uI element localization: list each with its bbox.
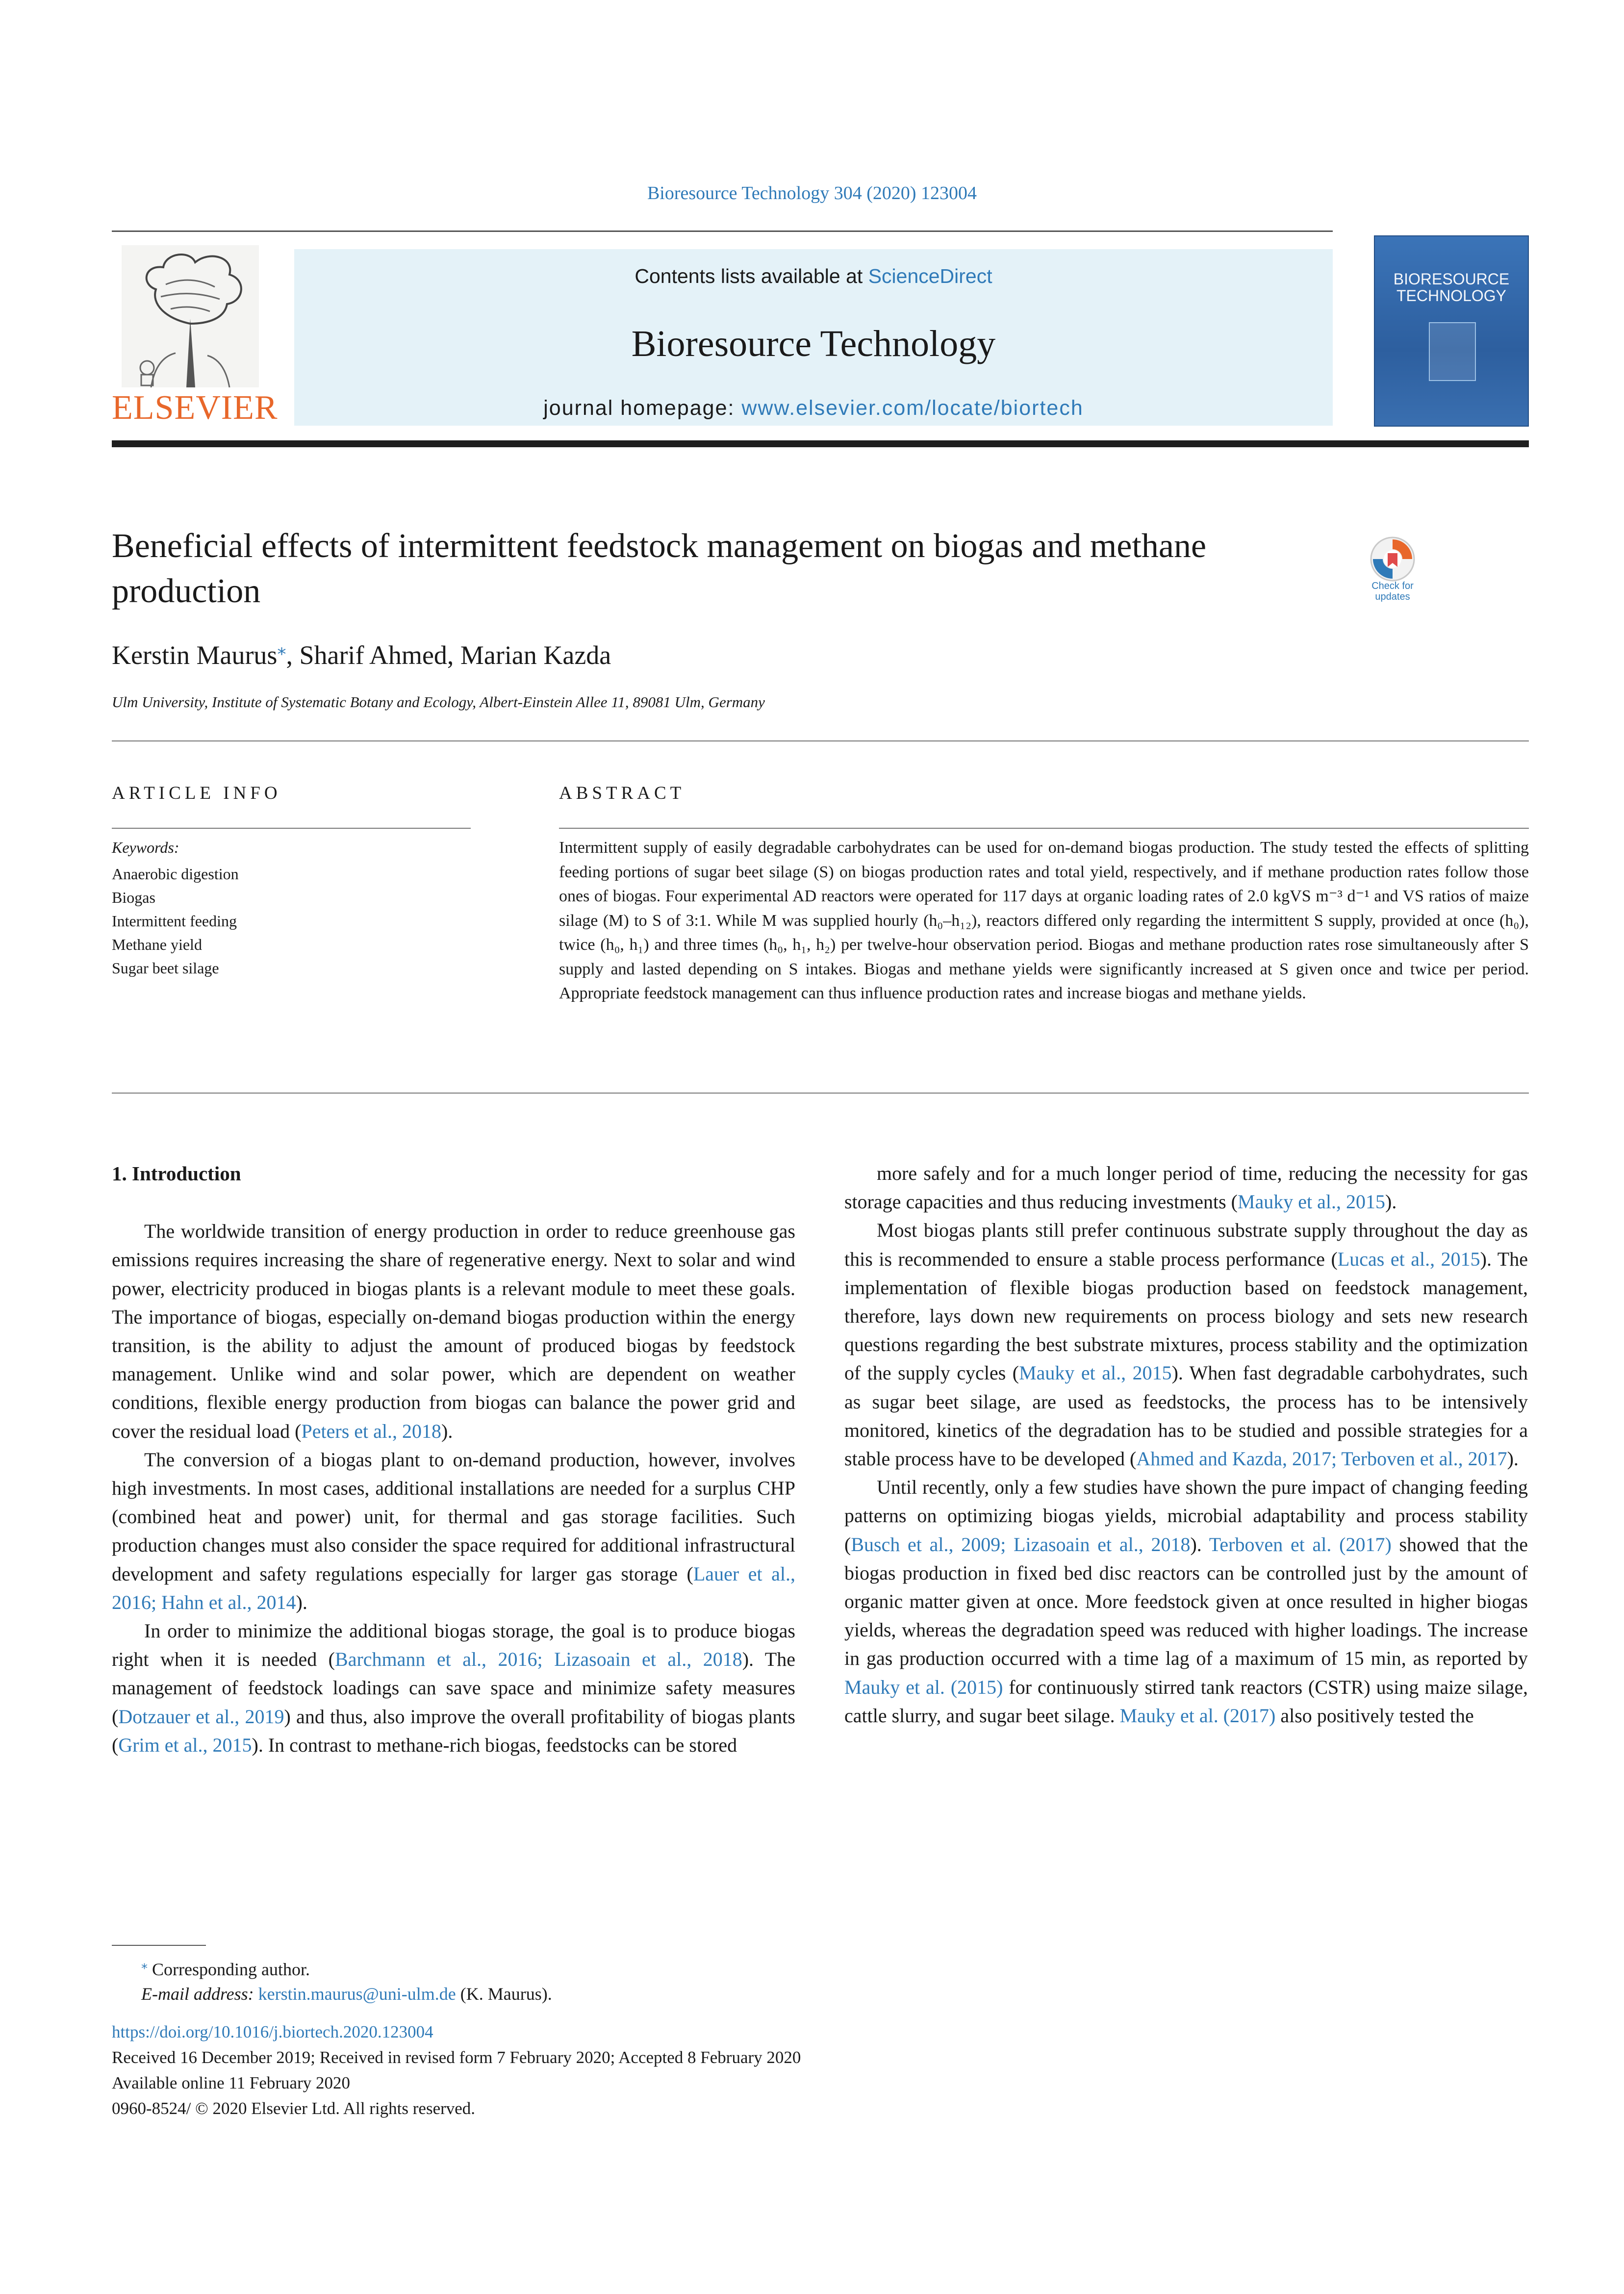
- publication-info: [112, 2019, 1092, 2121]
- corresponding-text: Corresponding author.: [152, 1960, 310, 1979]
- body-text: ).: [1507, 1448, 1519, 1470]
- article-title: Beneficial effects of intermittent feedstock management on biogas and methane production: [112, 527, 1207, 610]
- elsevier-logo[interactable]: [112, 245, 278, 427]
- email-label: E-mail address:: [141, 1984, 258, 2004]
- body-paragraph: [112, 1217, 795, 1446]
- available-online: Available online 11 February 2020: [112, 2073, 350, 2092]
- footnote-rule: [112, 1945, 206, 1946]
- author-separator: ,: [286, 640, 300, 670]
- keyword: Sugar beet silage: [112, 959, 219, 977]
- divider: [112, 828, 471, 829]
- body-text: showed that the biogas production in fixed bed disc reactors can be controlled just by the amount of organic matter given at once. More feedstock given at once resulted in higher biogas yields, whereas the degradation speed was reduced with higher loadings. The increase in gas production occurred with a time lag of a maximum of 15 min, as reported by: [844, 1533, 1528, 1670]
- body-text: ).: [1385, 1191, 1397, 1213]
- keyword: Methane yield: [112, 936, 202, 953]
- body-text: Until recently, only a few studies have shown the pure impact of changing feeding patterns on optimizing biogas yields, microbial adaptability and process stability (: [844, 1476, 1528, 1555]
- body-column-right: [844, 1159, 1528, 1730]
- corresponding-footnote: [112, 1953, 994, 1982]
- citation-link[interactable]: Mauky et al. (2017): [1119, 1704, 1276, 1727]
- citation-link[interactable]: Barchmann et al., 2016; Lizasoain et al., 2018: [335, 1648, 742, 1671]
- divider: [112, 740, 1529, 741]
- top-rule: [112, 230, 1333, 232]
- author-name[interactable]: Kerstin Maurus: [112, 640, 278, 670]
- abstract-heading: ABSTRACT: [559, 783, 685, 803]
- article-info-heading: ARTICLE INFO: [112, 783, 281, 803]
- abstract-text: Intermittent supply of easily degradable carbohydrates can be used for on-demand biogas production. The study tested the effects of splitting feeding portions of sugar beet silage (S) on biogas production rates and total yield, respectively, and if methane production rates follow those ones of biogas. Four experimental AD reactors were operated for 117 days at organic loading rates of 2.0 kgVS m⁻³ d⁻¹ and VS ratios of maize silage (M) to S of 3:1. While M was supplied hourly (h₀–h₁₂), reactors differed only regarding the intermittent S supply, provided at once (h₀), twice (h₀, h₁) and three times (h₀, h₁, h₂) per twelve-hour observation period. Biogas and methane production rates rose simultaneously after S supply and lasted depending on S intakes. Biogas and methane yields were significantly increased at S given once and twice per period. Appropriate feedstock management can thus influence production rates and increase biogas and methane yields.: [559, 839, 1529, 1002]
- divider: [112, 1093, 1529, 1094]
- body-text: ). In contrast to methane-rich biogas, feedstocks can be stored: [252, 1733, 737, 1756]
- author-list: [112, 638, 1328, 670]
- citation-link[interactable]: Dotzauer et al., 2019: [118, 1705, 284, 1728]
- elsevier-tree-icon: [122, 245, 259, 387]
- journal-name: Bioresource Technology: [631, 323, 996, 364]
- email-footnote: [112, 1982, 994, 2006]
- citation-link[interactable]: Busch et al., 2009; Lizasoain et al., 2018: [851, 1533, 1191, 1555]
- contents-prefix: Contents lists available at: [634, 265, 868, 287]
- author-name[interactable]: Sharif Ahmed: [299, 640, 447, 670]
- copyright: 0960-8524/ © 2020 Elsevier Ltd. All rights reserved.: [112, 2099, 476, 2118]
- body-text: ).: [1190, 1533, 1209, 1555]
- contents-line: [294, 265, 1333, 288]
- email-suffix: (K. Maurus).: [456, 1984, 552, 2004]
- received-dates: Received 16 December 2019; Received in revised form 7 February 2020; Accepted 8 February 2020: [112, 2048, 801, 2067]
- cover-title: BIORESOURCE TECHNOLOGY: [1393, 270, 1510, 305]
- paragraph-container: [844, 1159, 1528, 1730]
- crossmark-label[interactable]: Check for updates: [1371, 581, 1414, 602]
- elsevier-wordmark: ELSEVIER: [112, 389, 278, 427]
- footnote-mark: ⁎: [141, 1958, 148, 1972]
- corresponding-author-mark[interactable]: ⁎: [277, 639, 286, 659]
- body-text: for continuously stirred tank reactors (CSTR) using maize silage, cattle slurry, and sugar beet silage.: [844, 1676, 1528, 1727]
- keyword: Anaerobic digestion: [112, 865, 239, 883]
- body-text: ).: [441, 1420, 453, 1442]
- body-text: also positively tested the: [1275, 1704, 1474, 1727]
- keywords-list: [112, 862, 239, 980]
- journal-cover-thumbnail[interactable]: [1374, 235, 1529, 427]
- cover-art: [1429, 322, 1476, 381]
- affiliation: Ulm University, Institute of Systematic Botany and Ecology, Albert-Einstein Allee 11, 89081 Ulm, Germany: [112, 693, 765, 711]
- homepage-line: [294, 396, 1333, 420]
- section-title: 1. Introduction: [112, 1162, 241, 1185]
- citation-link[interactable]: Mauky et al. (2015): [844, 1676, 1003, 1698]
- keywords-label: Keywords:: [112, 839, 179, 856]
- body-paragraph: [112, 1617, 795, 1759]
- body-text: Most biogas plants still prefer continuous substrate supply throughout the day as this is recommended to ensure a stable process performance (: [844, 1219, 1528, 1270]
- homepage-prefix: journal homepage:: [543, 396, 742, 420]
- divider: [559, 828, 1529, 829]
- paragraph-container: [112, 1217, 795, 1759]
- keyword: Intermittent feeding: [112, 912, 237, 930]
- citation-link[interactable]: Peters et al., 2018: [301, 1420, 442, 1442]
- body-paragraph: [844, 1216, 1528, 1473]
- citation-link[interactable]: Mauky et al., 2015: [1019, 1362, 1172, 1384]
- homepage-link[interactable]: www.elsevier.com/locate/biortech: [741, 396, 1084, 420]
- masthead: [112, 235, 1529, 427]
- body-text: The conversion of a biogas plant to on-demand production, however, involves high investments. In most cases, additional installations are needed for a surplus CHP (combined heat and power) unit, for thermal and gas storage facilities. Such production changes must also consider the space required for additional infrastructural development and safety regulations especially for larger gas storage (: [112, 1448, 795, 1585]
- body-column-left: [112, 1159, 795, 1759]
- body-text: The worldwide transition of energy production in order to reduce greenhouse gas emissions requires increasing the share of regenerative energy. Next to solar and wind power, electricity produced in biogas plants is a relevant module to meet these goals. The importance of biogas, especially on-demand biogas production within the energy transition, is the ability to adjust the amount of produced biogas by feedstock management. Unlike wind and solar power, which are dependent on weather conditions, flexible energy production from biogas can balance the power grid and cover the residual load (: [112, 1220, 795, 1442]
- body-paragraph: [844, 1159, 1528, 1216]
- body-paragraph: [844, 1473, 1528, 1730]
- author-name[interactable]: Marian Kazda: [460, 640, 611, 670]
- body-text: ).: [296, 1591, 307, 1613]
- masthead-band: [294, 249, 1333, 426]
- citation-link[interactable]: Lauer et al., 2016; Hahn et al., 2014: [112, 1562, 795, 1613]
- citation-link[interactable]: Grim et al., 2015: [118, 1733, 252, 1756]
- journal-citation[interactable]: Bioresource Technology 304 (2020) 123004: [647, 183, 977, 204]
- citation-link[interactable]: Mauky et al., 2015: [1237, 1191, 1386, 1213]
- doi-link[interactable]: https://doi.org/10.1016/j.biortech.2020.123004: [112, 2022, 433, 2041]
- masthead-rule: [112, 440, 1529, 447]
- body-text: ) and thus, also improve the overall profitability of biogas plants (: [112, 1705, 795, 1756]
- keyword: Biogas: [112, 889, 155, 906]
- author-separator: ,: [447, 640, 460, 670]
- body-paragraph: [112, 1446, 795, 1617]
- body-text: more safely and for a much longer period of time, reducing the necessity for gas storage capacities and thus reducing investments (: [844, 1162, 1528, 1213]
- email-link[interactable]: kerstin.maurus@uni-ulm.de: [258, 1984, 456, 2004]
- body-text: ). When fast degradable carbohydrates, such as sugar beet silage, are used as feedstocks, the process has to be intensively monitored, kinetics of the degradation has to be studied and possible strategies for a stable process have to be developed (: [844, 1362, 1528, 1470]
- body-text: ). The implementation of flexible biogas production based on feedstock management, therefore, lays down new requirements on process biology and sets new research questions regarding the best substrate mixtures, process stability and the optimization of the supply cycles (: [844, 1248, 1528, 1384]
- body-text: In order to minimize the additional biogas storage, the goal is to produce biogas right when it is needed (: [112, 1620, 795, 1671]
- body-text: ). The management of feedstock loadings can save space and minimize safety measures (: [112, 1648, 795, 1728]
- citation-link[interactable]: Ahmed and Kazda, 2017; Terboven et al., 2017: [1136, 1448, 1507, 1470]
- footnotes: [112, 1953, 994, 2006]
- citation-link[interactable]: Terboven et al. (2017): [1209, 1533, 1392, 1555]
- sciencedirect-link[interactable]: ScienceDirect: [868, 265, 992, 287]
- citation-link[interactable]: Lucas et al., 2015: [1337, 1248, 1480, 1270]
